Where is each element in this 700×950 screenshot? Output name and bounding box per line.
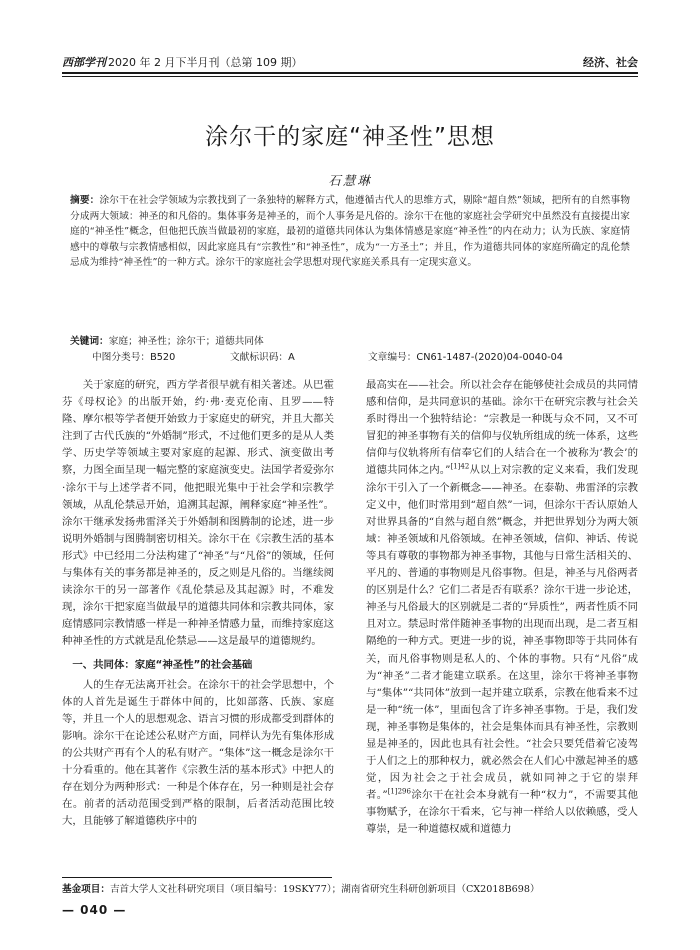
right-column bbox=[366, 377, 638, 839]
paragraph-text: 最高实在——社会。所以社会存在能够使社会成员的共同情感和信仰，是共同意识的基础。涂尔干在研究宗教与社会关系时得出一个独特结论：“宗教是一种既与众不同，又不可冒犯的神圣事物有关的信仰与仪轨所组成的统一体系，这些信仰与仪轨将所有信奉它们的人结合在一个被称为‘教会’的道德共同体之内。” bbox=[366, 379, 638, 477]
keywords bbox=[70, 333, 630, 347]
section-label: 经济、社会 bbox=[583, 56, 638, 69]
paragraph-text-3: 涂尔干在社会本身就有一种“权力”，不需要其他事物赋予，在涂尔干看来，它与神一样给人以依赖感，受人尊崇，是一种道德权威和道德力 bbox=[366, 789, 638, 836]
running-header bbox=[62, 52, 638, 72]
keywords-label: 关键词： bbox=[70, 336, 109, 347]
fund-label: 基金项目： bbox=[62, 884, 110, 895]
abstract-text: 涂尔干在社会学领域为宗教找到了一条独特的解释方式，他遵循古代人的思维方式，剔除“超自然”领域，把所有的自然事物分成两大领域：神圣的和凡俗的。集体事务是神圣的，而个人事务是凡俗的。涂尔干在他的家庭社会学研究中虽然没有直接提出家庭的“神圣性”概念，但他把氏族当做最初的家庭，最初的道德共同体认为集体情感是家庭“神圣性”的内在动力；认为氏族、家庭情感中的尊敬与宗教情感相似，因此家庭具有“宗教性”和“神圣性”，成为“一方圣土”；并且，作为道德共同体的家庭所确定的乱伦禁忌成为维持“神圣性”的一种方式。涂尔干的家庭社会学思想对现代家庭关系具有一定现实意义。 bbox=[70, 195, 631, 269]
intro-paragraph: 关于家庭的研究，西方学者很早就有相关著述。从巴霍芬《母权论》的出版开始，约·弗·麦克伦南、且罗——特隆、摩尔根等学者便开始致力于家庭史的研究，并且大都关注到了古代氏族的“外婚制”形式，不过他们更多的是从人类学、历史学等领域主要对家庭的起源、形式、演变做出考察，力图全面呈现一幅完整的家庭演变史。法国学者爱弥尔·涂尔干与上述学者不同，他把眼光集中于社会学和宗教学领域，从乱伦禁忌开始，追溯其起源，阐释家庭“神圣性”。涂尔干继承发扬弗雷泽关于外婚制和图腾制的论述，进一步说明外婚制与图腾制密切相关。涂尔干在《宗教生活的基本形式》中已经用二分法构建了“神圣”与“凡俗”的领域，任何与集体有关的事务都是神圣的，反之则是凡俗的。当继续阅读涂尔干的另一部著作《乱伦禁忌及其起源》时，不难发现，涂尔干把家庭当做最早的道德共同体和宗教共同体，家庭情感同宗教情感一样是一种神圣情感力量，而维持家庭这种神圣性的方式就是乱伦禁忌——这是最早的道德规约。 bbox=[62, 379, 334, 648]
left-column bbox=[62, 377, 334, 830]
header-issue bbox=[62, 54, 302, 70]
header-rule bbox=[62, 72, 638, 74]
keywords-text: 家庭；神圣性；涂尔干；道德共同体 bbox=[108, 336, 264, 347]
fund-note bbox=[62, 881, 638, 895]
article-author: 石慧琳 bbox=[328, 173, 372, 188]
citation-note-2: [1]296 bbox=[387, 787, 411, 796]
section1-paragraph: 人的生存无法离开社会。在涂尔干的社会学思想中，个体的人首先是诞生于群体中间的，比如部落、氏族、家庭等，并且一个人的思想观念、语言习惯的形成都受到群体的影响。涂尔干在论述公私财产方面，同样认为先有集体形成的公共财产再有个人的私有财产。“集体”这一概念是涂尔干十分看重的。他在其著作《宗教生活的基本形式》中把人的存在划分为两种形式：一种是个体存在，另一种则是社会存在。前者的活动范围受到严格的限制，后者活动范围比较大，且能够了解道德秩序中的 bbox=[62, 678, 334, 828]
paragraph-text-2: 从以上对宗教的定义来看，我们发现涂尔干引入了一个新概念——神圣。在泰勒、弗雷泽的宗教定义中，他们时常用到“超自然”一词，但涂尔干否认原始人对世界具备的“自然与超自然”概念，并把世界划分为两大领域：神圣领域和凡俗领域。在神圣领域，信仰、神话、传说等具有尊敬的事物都为神圣事物，其他与日常生活相关的、平凡的、普通的事物则是凡俗事物。但是，神圣与凡俗两者的区别是什么？它们二者是否有联系？涂尔干进一步论述，神圣与凡俗最大的区别就是二者的“异质性”，两者性质不同且对立。禁忌时常伴随神圣事物的出现而出现，是二者互相隔绝的一种方式。更进一步的说，神圣事物即等于共同体有关，而凡俗事物则是私人的、个体的事物。只有“凡俗”成为“神圣”二者才能建立联系。在这里，涂尔干将神圣事物与“集体”“共同体”放到一起并建立联系，宗教在他看来不过是一种“统一体”，里面包含了许多神圣事物。于是，我们发现，神圣事物是集体的，社会是集体而具有神圣性，宗教则显是神圣的，因此也具有社会性。“社会只要凭借着它凌驾于人们之上的那种权力，就必然会在人们心中激起神圣的感觉，因为社会之于社会成员，就如同神之于它的崇拜者。” bbox=[366, 464, 638, 802]
article-number: 文章编号：CN61-1487-(2020)04-0040-04 bbox=[368, 352, 563, 363]
article-title: 涂尔干的家庭“神圣性”思想 bbox=[205, 124, 495, 150]
header-rule-thin bbox=[62, 76, 638, 77]
footnote-rule bbox=[62, 877, 332, 878]
continued-paragraph bbox=[366, 377, 638, 839]
fund-text: 吉首大学人文社科研究项目（项目编号：19SKY77）；湖南省研究生科研创新项目（CX2018B698） bbox=[109, 884, 540, 895]
section-heading: 一、共同体：家庭“神圣性”的社会基础 bbox=[72, 658, 253, 671]
issue-info: 2020 年 2 月下半月刊（总第 109 期） bbox=[108, 56, 303, 69]
abstract bbox=[70, 193, 630, 271]
citation-note: [1]42 bbox=[450, 463, 470, 471]
document-code: 文献标识码：A bbox=[230, 352, 295, 363]
abstract-label: 摘要： bbox=[70, 195, 100, 206]
page-number: — 040 — bbox=[62, 903, 127, 917]
journal-logo: 西部学刊 bbox=[62, 56, 106, 69]
clc-number: 中图分类号：B520 bbox=[92, 352, 176, 363]
